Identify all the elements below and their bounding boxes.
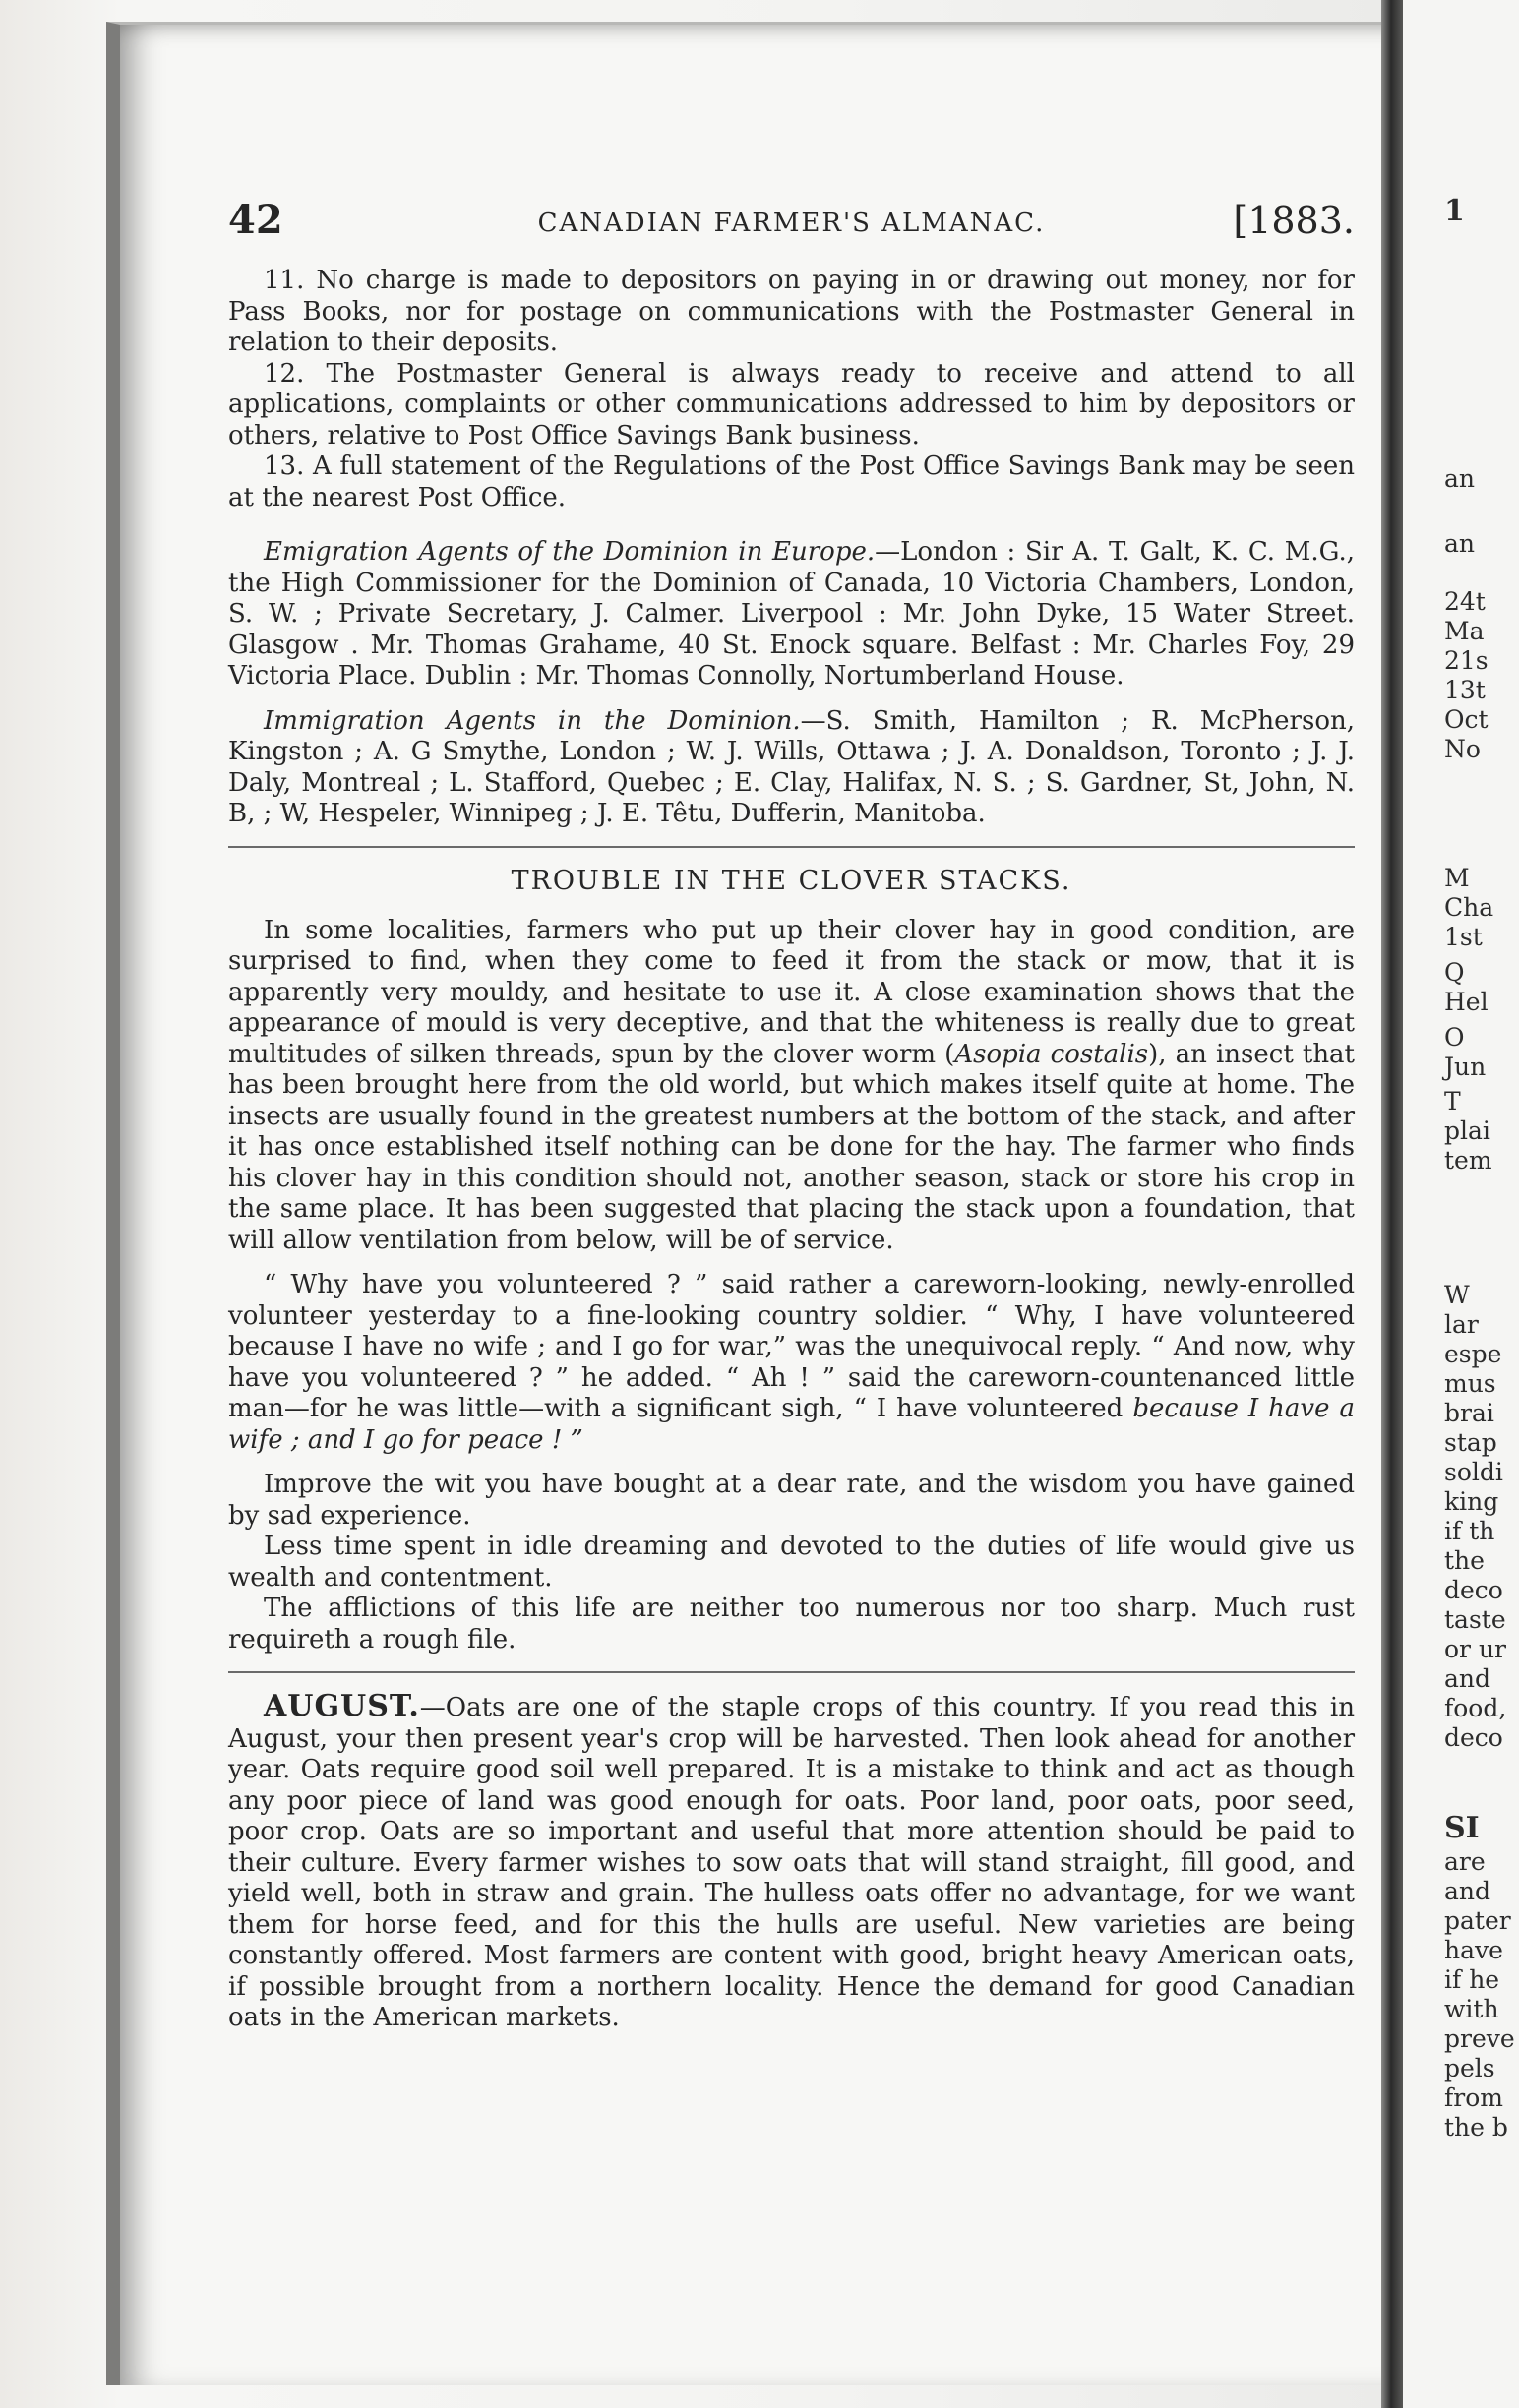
facing-fragment: pater bbox=[1444, 1906, 1511, 1935]
clover-paragraph bbox=[228, 916, 1355, 1257]
immigration-agents-paragraph bbox=[228, 706, 1355, 830]
facing-fragment: Oct bbox=[1444, 705, 1489, 734]
facing-fragment: T bbox=[1444, 1087, 1461, 1115]
emigration-text: —London : Sir A. T. Galt, K. C. M.G., the High Commissioner for the Dominion of Canada, 10 Victoria Chambers, London, S. W. ; Private Secretary, J. Calmer. Liverpool : Mr. John Dyke, 15 Water Street. Glasgow . Mr. Thomas Grahame, 40 St. Enock square. Belfast : Mr. Charles Foy, 29 Victoria Place. Dublin : Mr. Thomas Connolly, Nortumberland House. bbox=[228, 537, 1356, 691]
facing-fragment: pels bbox=[1444, 2054, 1495, 2082]
facing-fragment: No bbox=[1444, 735, 1481, 763]
emigration-agents-paragraph bbox=[228, 537, 1355, 692]
facing-fragment: food, bbox=[1444, 1694, 1507, 1722]
section-divider bbox=[228, 846, 1355, 848]
august-paragraph bbox=[228, 1691, 1355, 2034]
facing-fragment: the bbox=[1444, 1546, 1485, 1575]
running-head bbox=[228, 197, 1355, 266]
saying-wit: Improve the wit you have bought at a dear rate, and the wisdom you have gained by sad experience. bbox=[228, 1470, 1355, 1531]
facing-fragment: 1st bbox=[1444, 923, 1483, 951]
facing-fragment: king bbox=[1444, 1487, 1499, 1516]
facing-page-number: 1 bbox=[1444, 194, 1465, 228]
immigration-text: —S. Smith, Hamilton ; R. McPherson, Kingston ; A. G Smythe, London ; W. J. Wills, Ottawa ; J. A. Donaldson, Toronto ; J. J. Daly, Montreal ; L. Stafford, Quebec ; E. Clay, Halifax, N. S. ; S. Gardner, St, John, N. B, ; W, Hespeler, Winnipeg ; J. E. Têtu, Dufferin, Manitoba. bbox=[228, 705, 1355, 828]
facing-fragment: Cha bbox=[1444, 893, 1494, 922]
page-number: 42 bbox=[228, 197, 283, 243]
book-spine bbox=[1381, 0, 1403, 2408]
saying-dreaming: Less time spent in idle dreaming and devoted to the duties of life would give us wealth and contentment. bbox=[228, 1532, 1355, 1593]
facing-fragment: and bbox=[1444, 1664, 1491, 1693]
facing-fragment: 21s bbox=[1444, 646, 1489, 675]
facing-fragment: tem bbox=[1444, 1146, 1492, 1174]
facing-fragment: W bbox=[1444, 1281, 1470, 1309]
facing-fragment: from bbox=[1444, 2083, 1503, 2112]
volunteer-ending: because I have a wife ; and I go for peace ! ” bbox=[228, 1394, 1355, 1455]
saying-afflictions: The afflictions of this life are neither too numerous nor too sharp. Much rust requireth a rough file. bbox=[228, 1594, 1355, 1655]
facing-fragment: have bbox=[1444, 1936, 1503, 1964]
clover-text-after: ), an insect that has been brought here from the old world, but which makes itself quite at home. The insects are usually found in the greatest numbers at the bottom of the stack, and after it has once established itself nothing can be done for the hay. The farmer who finds his clover hay in this condition should not, another season, stack or store his crop in the same place. It has been suggested that placing the stack upon a foundation, that will allow ventilation from below, will be of service. bbox=[228, 1039, 1356, 1255]
post-office-item-13: 13. A full statement of the Regulations of the Post Office Savings Bank may be seen at the nearest Post Office. bbox=[228, 452, 1355, 512]
facing-fragment: lar bbox=[1444, 1310, 1479, 1339]
almanac-year: [1883. bbox=[1233, 199, 1355, 242]
facing-fragment: stap bbox=[1444, 1428, 1497, 1457]
facing-fragment: Ma bbox=[1444, 617, 1485, 645]
facing-fragment: soldi bbox=[1444, 1458, 1503, 1486]
facing-fragment: if th bbox=[1444, 1517, 1495, 1545]
august-lead: AUGUST. bbox=[264, 1689, 420, 1723]
page-content bbox=[228, 197, 1355, 2034]
facing-fragment: Q bbox=[1444, 958, 1465, 987]
clover-section-title: TROUBLE IN THE CLOVER STACKS. bbox=[511, 865, 1072, 896]
facing-fragment: plai bbox=[1444, 1116, 1490, 1145]
facing-fragment: with bbox=[1444, 1995, 1499, 2023]
facing-fragment: an bbox=[1444, 464, 1476, 493]
august-text: —Oats are one of the staple crops of this country. If you read this in August, your then present year's crop will be harvested. Then look ahead for another year. Oats require good soil well prepared. It is a mistake to think and act as though any poor piece of land was good enough for oats. Poor land, poor oats, poor seed, poor crop. Oats are so important and useful that more attention should be paid to their culture. Every farmer wishes to sow oats that will stand straight, fill good, and yield well, both in straw and grain. The hulless oats offer no advantage, for we want them for horse feed, and for this the hulls are useful. New varieties are being constantly offered. Most farmers are content with good, bright heavy American oats, if possible brought from a northern locality. Hence the demand for good Canadian oats in the American markets. bbox=[228, 1693, 1355, 2032]
facing-fragment: mus bbox=[1444, 1369, 1496, 1398]
facing-fragment: an bbox=[1444, 529, 1476, 558]
section-divider bbox=[228, 1671, 1355, 1673]
facing-fragment: are bbox=[1444, 1847, 1486, 1876]
facing-fragment: Hel bbox=[1444, 988, 1489, 1016]
volunteer-anecdote bbox=[228, 1270, 1355, 1456]
facing-fragment: espe bbox=[1444, 1340, 1502, 1368]
facing-fragment: taste bbox=[1444, 1605, 1506, 1634]
facing-page-edge bbox=[1403, 0, 1519, 2408]
facing-fragment: brai bbox=[1444, 1399, 1494, 1427]
facing-fragment: 13t bbox=[1444, 676, 1486, 704]
facing-fragment: 24t bbox=[1444, 587, 1486, 616]
facing-fragment: deco bbox=[1444, 1723, 1503, 1752]
facing-fragment: deco bbox=[1444, 1576, 1503, 1604]
facing-fragment: or ur bbox=[1444, 1635, 1507, 1663]
facing-fragment: M bbox=[1444, 864, 1470, 892]
post-office-item-11: 11. No charge is made to depositors on paying in or drawing out money, nor for Pass Books, nor for postage on communications with the Postmaster General in relation to their deposits. bbox=[228, 266, 1355, 357]
volunteer-text: “ Why have you volunteered ? ” said rather a careworn-looking, newly-enrolled volunteer yesterday to a fine-looking country soldier. “ Why, I have volunteered because I have no wife ; and I go for war,” was the unequivocal reply. “ And now, why have you volunteered ? ” he added. “ Ah ! ” said the careworn-countenanced little man—for he was little—with a significant sigh, “ I have volunteered bbox=[228, 1270, 1355, 1423]
clover-species: Asopia costalis bbox=[954, 1039, 1149, 1069]
facing-fragment: and bbox=[1444, 1877, 1491, 1905]
facing-fragment: O bbox=[1444, 1023, 1465, 1052]
almanac-title: CANADIAN FARMER'S ALMANAC. bbox=[537, 209, 1046, 238]
facing-fragment: Jun bbox=[1444, 1053, 1487, 1081]
facing-fragment: the b bbox=[1444, 2113, 1508, 2141]
facing-fragment: if he bbox=[1444, 1965, 1500, 1994]
facing-fragment: preve bbox=[1444, 2024, 1515, 2053]
clover-text-before: In some localities, farmers who put up their clover hay in good condition, are surprised to find, when they come to feed it from the stack or mow, that it is apparently very mouldy, and hesitate to use it. A close examination shows that the appearance of mould is very deceptive, and that the whiteness is really due to great multitudes of silken threads, spun by the clover worm ( bbox=[228, 915, 1355, 1069]
facing-fragment: SI bbox=[1444, 1811, 1480, 1845]
immigration-label: Immigration Agents in the Dominion. bbox=[264, 705, 801, 736]
post-office-item-12: 12. The Postmaster General is always ready to receive and attend to all applications, complaints or other communications addressed to him by depositors or others, relative to Post Office Savings Bank business. bbox=[228, 358, 1355, 451]
emigration-label: Emigration Agents of the Dominion in Europe. bbox=[264, 537, 876, 567]
